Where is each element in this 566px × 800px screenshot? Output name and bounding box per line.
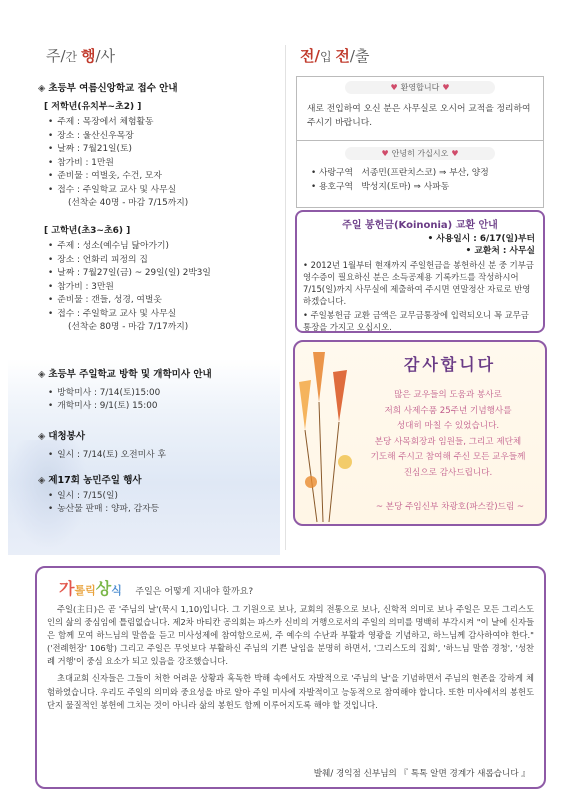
list-item: • 개학미사 : 9/1(토) 15:00	[48, 401, 158, 411]
catholic-knowledge-title: 가톨릭상식 주일은 어떻게 지내야 할까요?	[59, 579, 254, 598]
thanks-title: 감사합니다	[403, 355, 497, 374]
heart-icon: ♥	[381, 149, 389, 158]
list-item: • 장소 : 언화리 피정의 집	[48, 254, 148, 265]
deadline-note: (선착순 80명 - 마감 7/17까지)	[68, 322, 189, 332]
koinonia-notice: • 2012년 1월부터 현재까지 주일헌금을 봉헌하신 분 중 기부금 영수증이 필요하신 분은 소득공제용 기록카드를 작성하시어 7/15(일)까지 사무실에 제출하여 주시면 연말정산 자료로 반영 하겠습니다.	[303, 260, 534, 306]
transfer-title: 전/입 전/출	[300, 47, 370, 65]
koinonia-place: • 교환처 : 사무실	[465, 246, 535, 256]
diamond-icon: ◈	[38, 431, 46, 442]
cleaning-section	[38, 430, 278, 462]
list-item: • 방학미사 : 7/14(토)15:00	[48, 387, 161, 398]
summer-school-section	[38, 82, 278, 335]
vacation-mass-section	[38, 368, 278, 414]
koinonia-notice: • 주일봉헌금 교환 금액은 교무금통장에 입력되오니 꼭 교무금 통장을 가지고 오십시오.	[303, 310, 529, 332]
diamond-icon: ◈	[38, 475, 46, 486]
list-item: • 주제 : 목장에서 체험활동	[48, 117, 154, 127]
thanks-signature: ~ 본당 주임신부 차광호(파스칼)드림 ~	[375, 502, 525, 512]
thanks-body: 많은 교우들의 도움과 봉사로 저희 사제수품 25주년 기념행사를 성대히 마칠 수 있었습니다. 본당 사목회장과 임원들, 그리고 제단체 기도해 주시고 참여해 주신 모든 교우들께 진심으로 감사드립니다.	[370, 390, 526, 478]
heart-icon: ♥	[451, 149, 459, 158]
divider	[297, 140, 543, 141]
diamond-icon: ◈	[38, 83, 46, 94]
farewell-pill: ♥ 안녕히 가십시오 ♥	[345, 147, 495, 160]
list-item: • 준비물 : 여벌옷, 수건, 모자	[48, 171, 162, 181]
article-paragraph: 주일(主日)은 곧 '주님의 날'(묵시 1,10)입니다. 그 기원으로 보나, 교회의 전통으로 보나, 신학적 의미로 보나 주일은 모든 그리스도인의 삶의 중심임에 틀림없습니다. 제2차 바티칸 공의회는 파스카 신비의 거행으로서의 주일의 의미를 명백히 부각시켜 "이 날에 신자들은 함께 모여 하느님의 말씀을 듣고 미사성제에 참여함으로써, 주 예수의 수난과 부활과 영광을 기념하고, 하느님께 감사하여야 한다."('전례헌장' 106항) 그리고 주일은 무엇보다 부활하신 주님의 기쁜 날임을 분명히 하면서, '그리스도의 집회', '하느님 말씀 경청', '성찬례 거행'이 중심 요소가 되고 있음을 강조했습니다.	[47, 604, 534, 667]
heart-icon: ♥	[390, 83, 398, 92]
moveout-list	[297, 164, 543, 196]
koinonia-title: 주일 봉헌금(Koinonia) 교환 안내	[342, 220, 498, 231]
koinonia-period: • 사용일시 : 6/17(일)부터	[427, 234, 535, 244]
list-item: • 농산물 판매 : 양파, 감자등	[48, 504, 160, 514]
farmers-sunday-section	[38, 474, 278, 517]
column-divider	[285, 45, 286, 550]
list-item: • 날짜 : 7월27일(금) ~ 29일(일) 2박3일	[48, 268, 211, 278]
list-item: • 접수 : 주일학교 교사 및 사무실	[48, 308, 177, 319]
cleaning-heading: 대청봉사	[48, 431, 86, 442]
list-item: • 준비물 : 갠들, 성경, 여벌옷	[48, 295, 162, 305]
upper-grade-heading: [ 고학년(초3~초6) ]	[44, 225, 131, 236]
list-item: • 날짜 : 7월21일(토)	[48, 144, 132, 154]
list-item: • 일시 : 7/15(일)	[48, 490, 118, 501]
list-item: • 일시 : 7/14(토) 오전미사 후	[48, 449, 166, 460]
list-item: • 장소 : 울산신우목장	[48, 130, 134, 141]
vacation-mass-heading: 초등부 주일학교 방학 및 개학미사 안내	[48, 369, 212, 380]
farmers-sunday-heading: 제17회 농민주일 행사	[48, 475, 142, 486]
article-paragraph: 초대교회 신자들은 그들이 처한 어려운 상황과 혹독한 박해 속에서도 자발적으로 '주님의 날'을 기념하면서 주님의 현존을 강하게 체험하였습니다. 우리도 주일의 의미와 중요성을 바로 알아 주일 미사에 자발적이고 능동적으로 참여해야 합니다. 또한 미사에서의 봉헌도 단지 물질적인 봉헌에 그치는 것이 아니라 삶의 봉헌도 함께 이루어지도록 해야 할 것입니다.	[47, 673, 534, 710]
moveout-row: • 사랑구역 서종민(프란치스코) ⇒ 부산, 양정	[311, 168, 489, 178]
thanks-box	[293, 340, 547, 526]
catholic-knowledge-box	[35, 566, 546, 789]
koinonia-box	[295, 210, 545, 333]
welcome-pill: ♥ 환영합니다 ♥	[345, 81, 495, 94]
welcome-text: 새로 전입하여 오신 분은 사무실로 오시어 교적을 정리하여 주시기 바랍니다.	[307, 104, 531, 128]
heart-icon: ♥	[442, 83, 450, 92]
article-source: 발췌/ 경익점 신부님의 『 톡톡 알면 경계가 새롭습니다 』	[313, 769, 530, 779]
weekly-events-title: 주/간 행/사	[46, 47, 116, 65]
diamond-icon: ◈	[38, 369, 46, 380]
list-item: • 주제 : 성소(예수님 닮아가기)	[48, 241, 169, 251]
list-item: • 참가비 : 1만원	[48, 157, 114, 168]
deadline-note: (선착순 40명 - 마감 7/15까지)	[68, 198, 189, 208]
summer-school-heading: 초등부 여름신앙학교 접수 안내	[48, 83, 178, 94]
list-item: • 참가비 : 3만원	[48, 281, 114, 292]
moveout-row: • 용호구역 박성지(토마) ⇒ 사파동	[311, 182, 450, 192]
welcome-box	[296, 76, 544, 208]
list-item: • 접수 : 주일학교 교사 및 사무실	[48, 184, 177, 195]
lower-grade-heading: [ 저학년(유치부~초2) ]	[44, 101, 142, 112]
catholic-knowledge-subtitle: 주일은 어떻게 지내야 할까요?	[135, 587, 254, 597]
